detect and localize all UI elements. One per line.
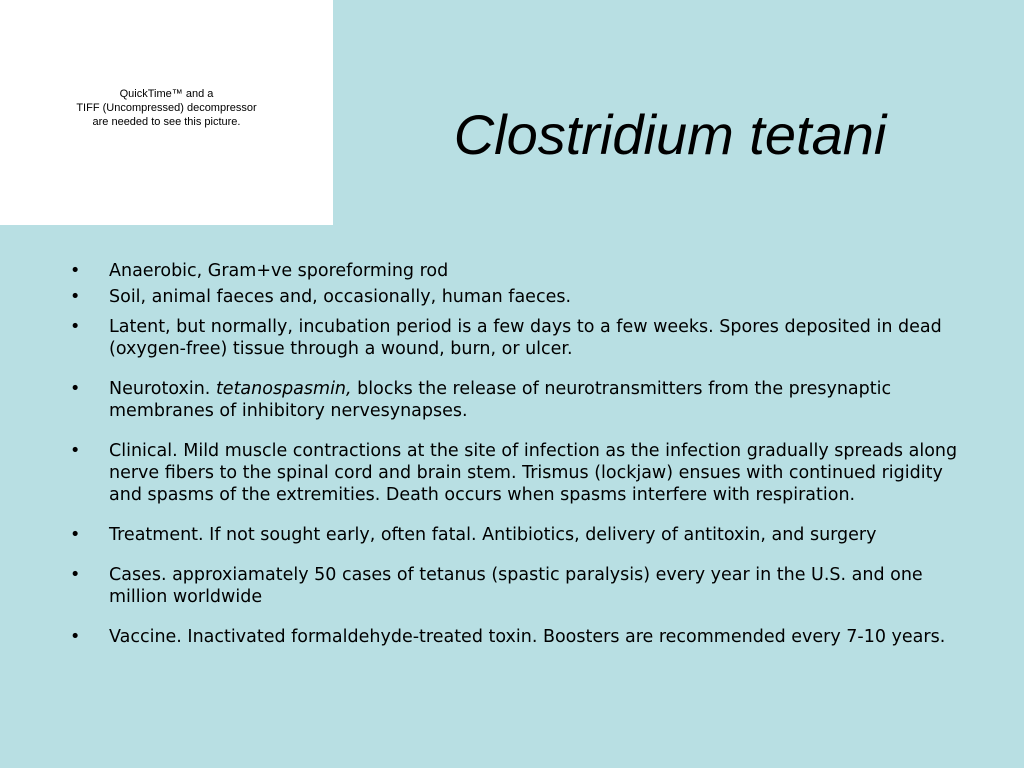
bullet-text: Latent, but normally, incubation period is a few days to a few weeks. Spores deposited in dead (oxygen-free) tissue through a wound, burn, or ulcer. <box>109 317 942 359</box>
bullet-text: Soil, animal faeces and, occasionally, human faeces. <box>109 287 572 307</box>
bullet-list <box>70 260 960 652</box>
bullet-item <box>70 440 960 506</box>
bullet-text-prefix: Neurotoxin. <box>109 379 216 399</box>
quicktime-message-line: TIFF (Uncompressed) decompressor <box>76 102 257 114</box>
bullet-item <box>70 564 960 608</box>
bullet-marker: • <box>70 287 81 307</box>
bullet-item <box>70 626 960 648</box>
quicktime-message-line: QuickTime™ and a <box>119 88 214 100</box>
bullet-item <box>70 378 960 422</box>
bullet-marker: • <box>70 317 81 337</box>
bullet-text: Treatment. If not sought early, often fatal. Antibiotics, delivery of antitoxin, and surgery <box>109 525 877 545</box>
bullet-text: Anaerobic, Gram+ve sporeforming rod <box>109 261 449 281</box>
bullet-marker: • <box>70 525 81 545</box>
bullet-item <box>70 260 960 282</box>
bullet-text: Clinical. Mild muscle contractions at the site of infection as the infection gradually spreads along nerve fibers to the spinal cord and brain stem. Trismus (lockjaw) ensues with continued rigidity and spasms of the extremities. Death occurs when spasms interfere with respiration. <box>109 441 958 505</box>
quicktime-message-line: are needed to see this picture. <box>92 116 241 128</box>
bullet-text: Vaccine. Inactivated formaldehyde-treated toxin. Boosters are recommended every 7-10 years. <box>109 627 946 647</box>
bullet-marker: • <box>70 565 81 585</box>
bullet-item <box>70 286 960 308</box>
slide-title: Clostridium tetani <box>453 103 887 166</box>
bullet-marker: • <box>70 261 81 281</box>
bullet-item <box>70 316 960 360</box>
quicktime-message <box>0 87 333 129</box>
bullet-marker: • <box>70 627 81 647</box>
bullet-text: Cases. approxiamately 50 cases of tetanus (spastic paralysis) every year in the U.S. and one million worldwide <box>109 565 923 607</box>
bullet-text-suffix: blocks the release of neurotransmitters from the presynaptic membranes of inhibitory nervesynapses. <box>109 379 892 421</box>
bullet-marker: • <box>70 441 81 461</box>
bullet-text <box>109 379 891 421</box>
bullet-item <box>70 524 960 546</box>
bullet-marker: • <box>70 379 81 399</box>
toxin-name: tetanospasmin, <box>215 379 352 399</box>
